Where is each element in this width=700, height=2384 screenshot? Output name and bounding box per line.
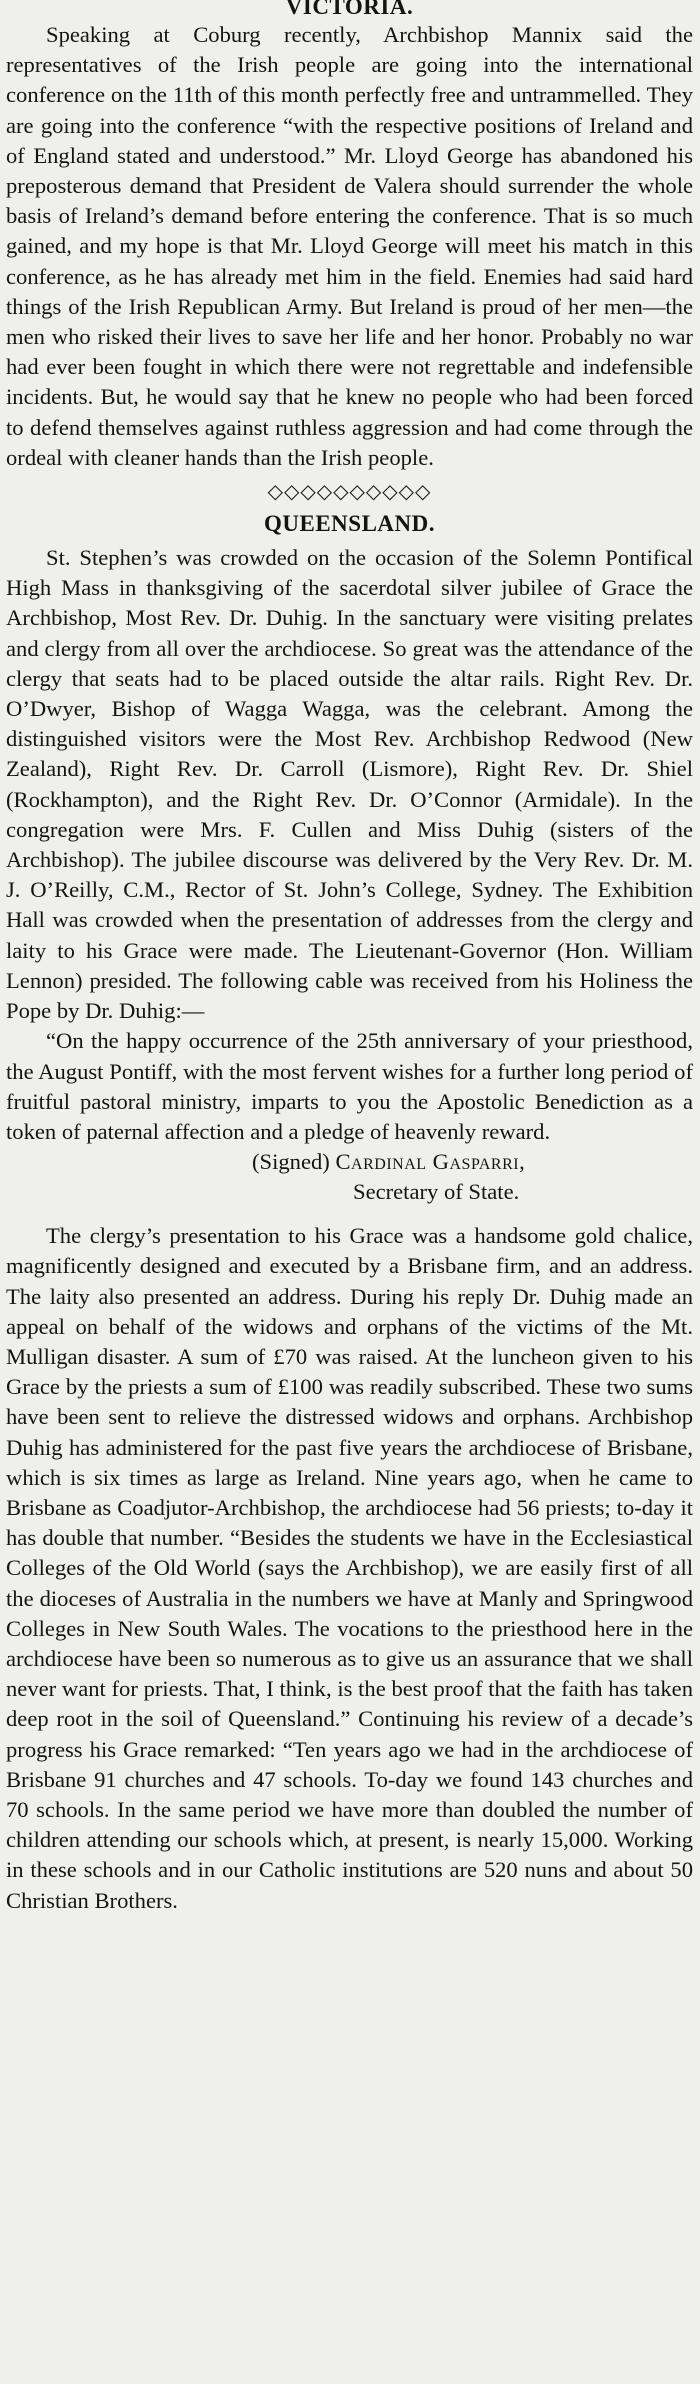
queensland-paragraph-2: The clergy’s presentation to his Grace was a handsome gold chalice, magnificently designed and executed by a Brisbane firm, and an address. The laity also presented an address. During his reply Dr. Duhig made an appeal on behalf of the widows and orphans of the victims of the Mt. Mulligan disaster. A sum of £70 was raised. At the luncheon given to his Grace by the priests a sum of £100 was readily subscribed. These two sums have been sent to relieve the distressed widows and orphans. Archbishop Duhig has administered for the past five years the archdiocese of Brisbane, which is six times as large as Ireland. Nine years ago, when he came to Brisbane as Coadjutor-Archbishop, the archdiocese had 56 priests; to-day it has double that number. “Besides the students we have in the Ecclesiastical Colleges of the Old World (says the Archbishop), we are easily first of all the dioceses of Australia in the numbers we have at Manly and Springwood Colleges in New South Wales. The vocations to the priesthood here in the archdiocese have been so numerous as to give us an assurance that we shall never want for priests. That, I think, is the best proof that the faith has taken deep root in the soil of Queensland.” Continuing his review of a decade’s progress his Grace remarked: “Ten years ago we had in the archdiocese of Brisbane 91 churches and 47 schools. To-day we found 143 churches and 70 schools. In the same period we have more than doubled the number of children attending our schools which, at present, is nearly 15,000. Working in these schools and in our Catholic institutions are 520 nuns and about 50 Christian Brothers. <box>6 1223 693 1913</box>
victoria-paragraph: Speaking at Coburg recently, Archbishop Mannix said the representatives of the Irish people are going into the international conference on the 11th of this month perfectly free and untrammelled. They are going into the conference “with the respective positions of Ireland and of England stated and understood.” Mr. Lloyd George has abandoned his preposterous demand that President de Valera should surrender the whole basis of Ireland’s demand before entering the conference. That is so much gained, and my hope is that Mr. Lloyd George will meet his match in this conference, as he has already met him in the field. Enemies had said hard things of the Irish Republican Army. But Ireland is proud of her men—the men who risked their lives to save her life and her honor. Probably no war had ever been fought in which there were not regrettable and indefensible incidents. But, he would say that he knew no people who had been forced to defend themselves against ruthless aggression and had come through the ordeal with cleaner hands than the Irish people. <box>6 22 693 470</box>
victoria-heading: VICTORIA. <box>285 0 414 19</box>
queensland-section <box>6 511 693 1916</box>
signed-prefix: (Signed) <box>252 1149 330 1175</box>
signature-line <box>6 1147 693 1177</box>
papal-cable-quote: “On the happy occurrence of the 25th anniversary of your priesthood, the August Pontiff, with the most fervent wishes for a further long period of fruitful pastoral ministry, imparts to you the Apostolic Benediction as a token of paternal affection and a pledge of heavenly reward. <box>6 1028 693 1144</box>
signatory-title: Secretary of State. <box>353 1179 520 1205</box>
section-divider-ornament: ◇◇◇◇◇◇◇◇◇◇ <box>267 481 432 504</box>
victoria-section <box>6 0 693 473</box>
queensland-heading: QUEENSLAND. <box>263 511 435 537</box>
queensland-paragraph-1: St. Stephen’s was crowded on the occasion of the Solemn Pontifical High Mass in thanksgiving of the sacerdotal silver jubilee of Grace the Archbishop, Most Rev. Dr. Duhig. In the sanctuary were visiting prelates and clergy from all over the archdiocese. So great was the attendance of the clergy that seats had to be placed outside the altar rails. Right Rev. Dr. O’Dwyer, Bishop of Wagga Wagga, was the celebrant. Among the distinguished visitors were the Most Rev. Archbishop Redwood (New Zealand), Right Rev. Dr. Carroll (Lismore), Right Rev. Dr. Shiel (Rockhampton), and the Right Rev. Dr. O’Connor (Armidale). In the congregation were Mrs. F. Cullen and Miss Duhig (sisters of the Archbishop). The jubilee discourse was delivered by the Very Rev. Dr. M. J. O’Reilly, C.M., Rector of St. John’s College, Sydney. The Exhibition Hall was crowded when the presentation of addresses from the clergy and laity to his Grace were made. The Lieutenant-Governor (Hon. William Lennon) presided. The following cable was received from his Holiness the Pope by Dr. Duhig:— <box>6 545 693 1024</box>
signatory-name: Cardinal Gasparri, <box>335 1149 526 1175</box>
